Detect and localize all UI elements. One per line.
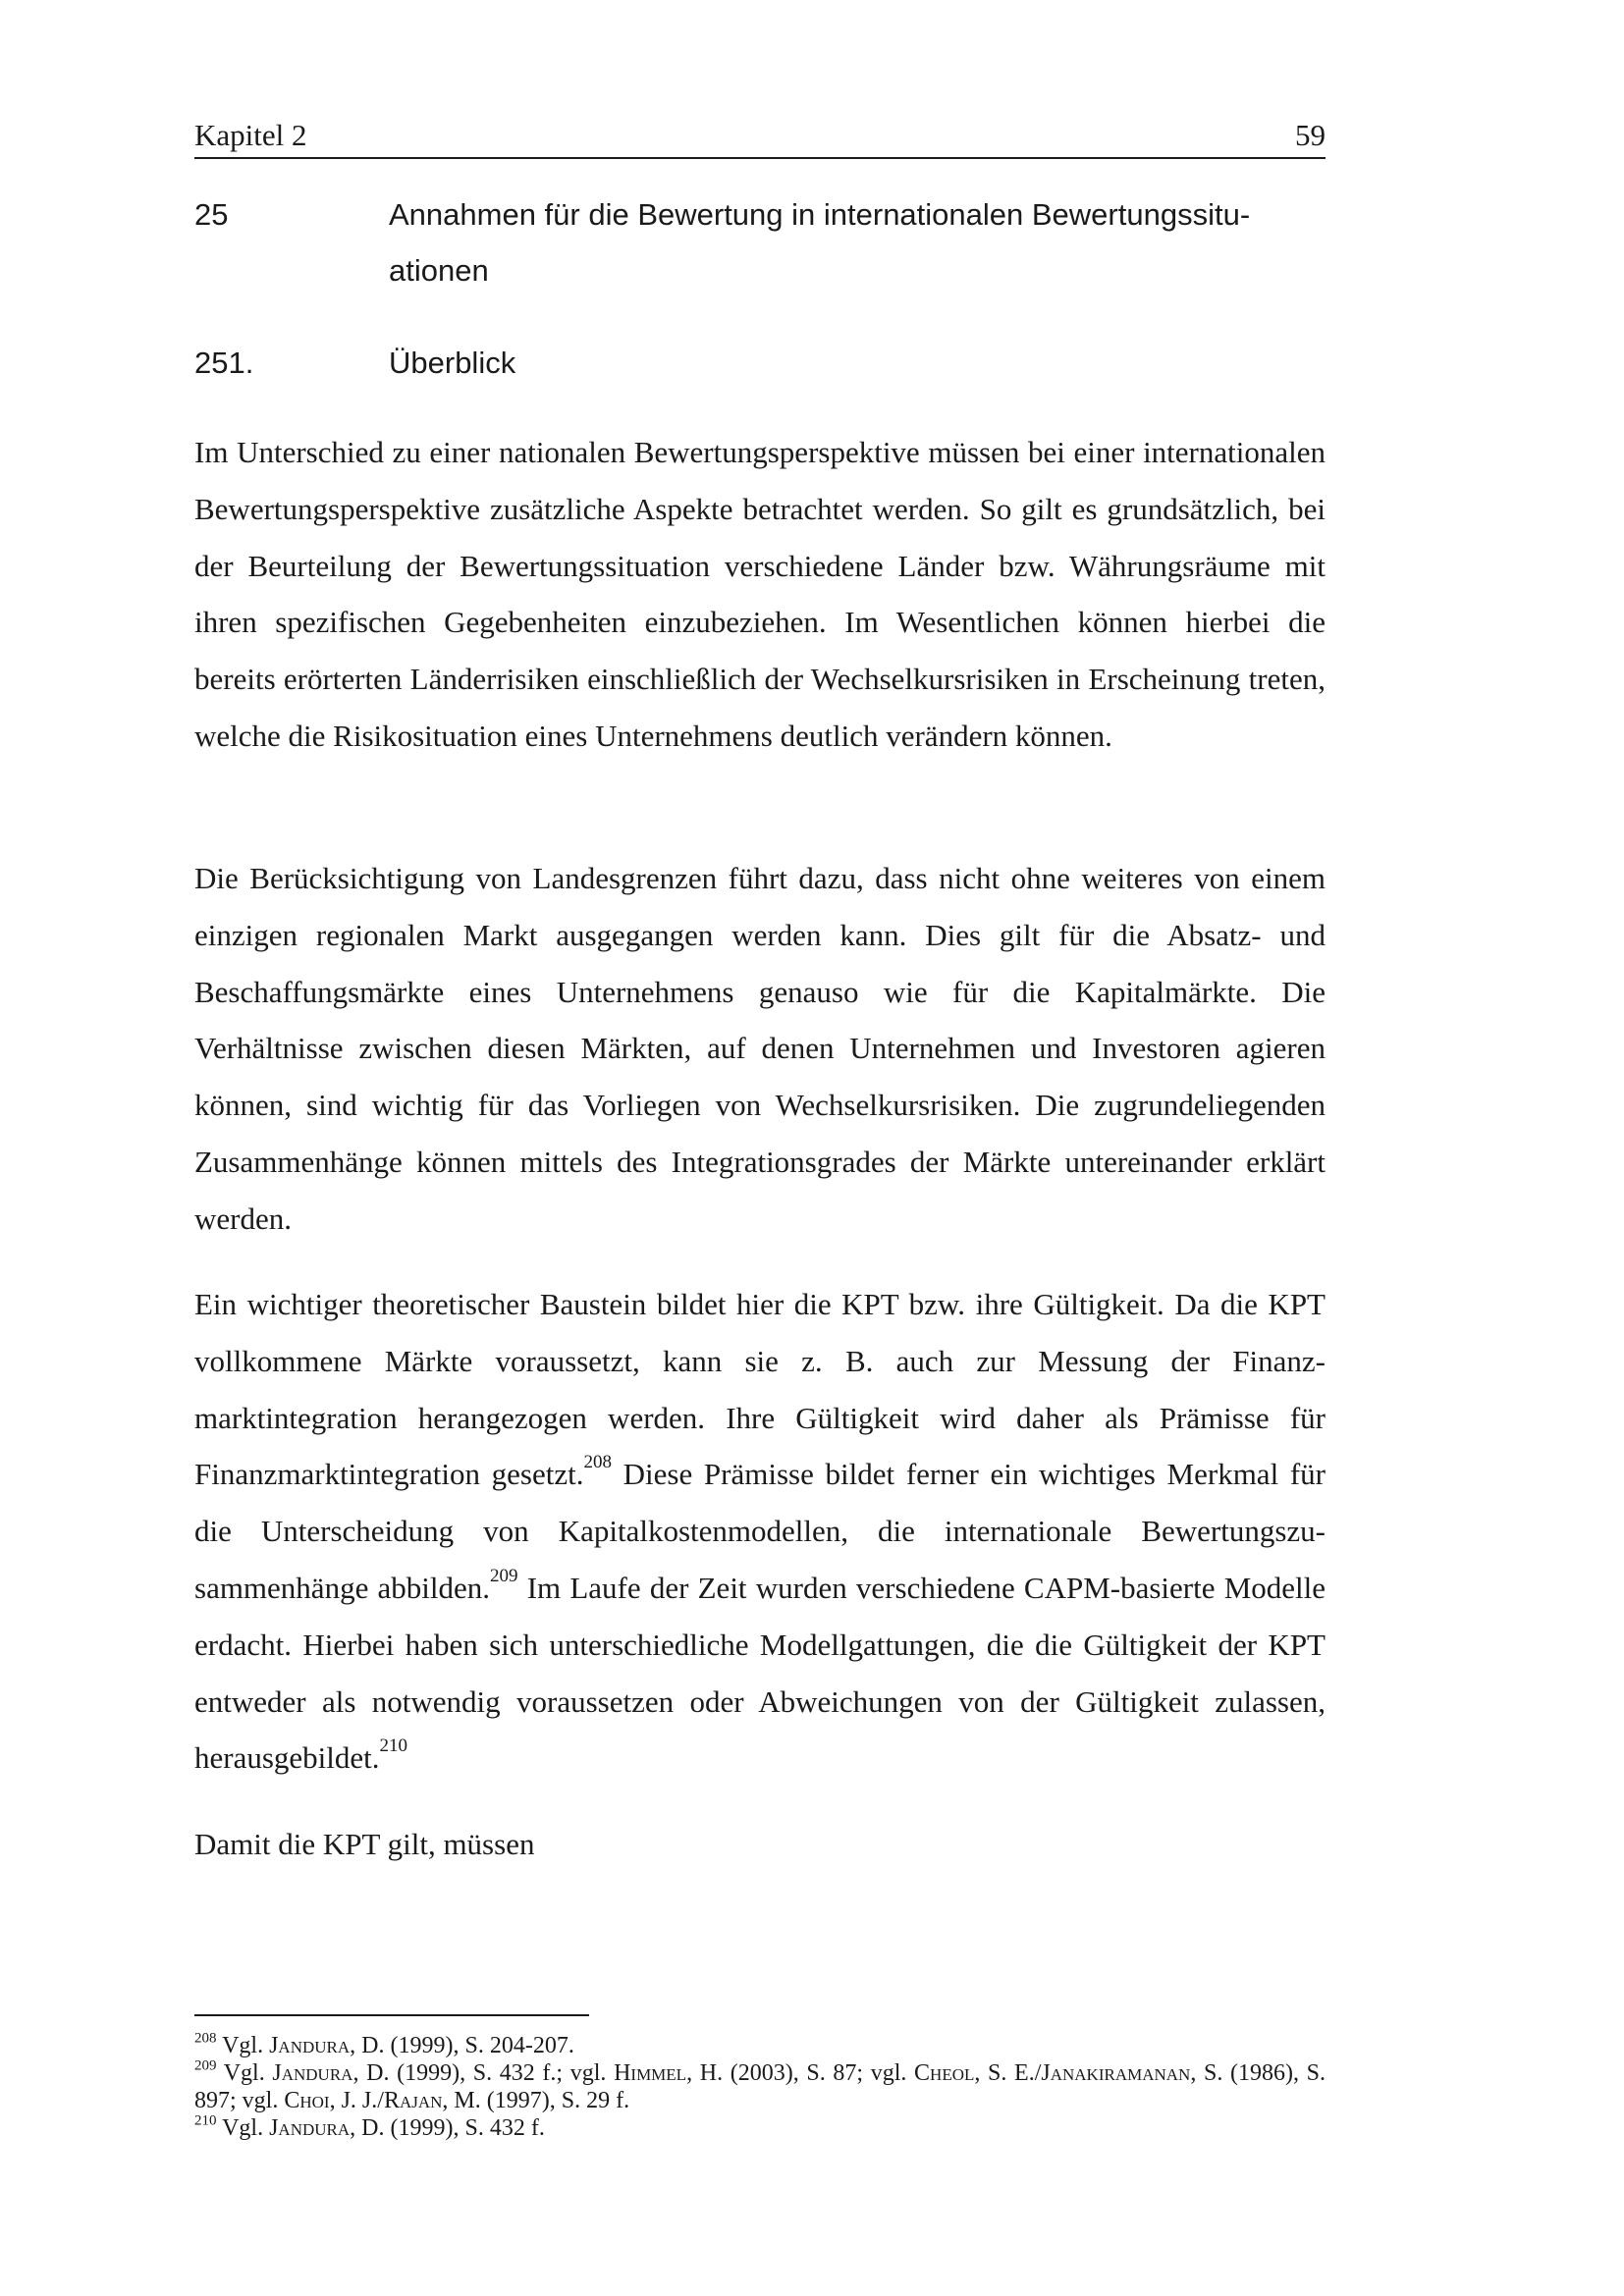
footnote-number: 209 bbox=[194, 2057, 217, 2074]
author-name: Jandura bbox=[269, 2115, 351, 2141]
footnote-text: Vgl. bbox=[216, 2033, 270, 2058]
footnote-210 bbox=[194, 2114, 1326, 2142]
footnote-text: , D. (1999), S. 432 f.; vgl. bbox=[352, 2060, 615, 2086]
footnote-text: , J. J./ bbox=[329, 2088, 384, 2113]
footnote-text: Vgl. bbox=[216, 2115, 270, 2141]
page-number: 59 bbox=[1295, 118, 1326, 152]
footnote-209 bbox=[194, 2059, 1326, 2114]
footnote-ref-208[interactable]: 208 bbox=[583, 1452, 612, 1473]
footnote-ref-210[interactable]: 210 bbox=[379, 1735, 408, 1757]
author-name: Rajan bbox=[383, 2088, 443, 2113]
paragraph-1: Im Unterschied zu einer nationalen Bewertungsperspektive müssen bei einer internationalen Bewertungsperspektive zusätzliche Aspekte betrachtet werden. So gilt es grundsätzlich, bei der Beurteilung der Bewertungssituation verschiedene Länder bzw. Währungsräume mit ihren spezifischen Gegebenheiten einzubeziehen. Im Wesentlichen können hierbei die bereits erörterten Länderrisiken einschließlich der Wechselkursrisiken in Erscheinung treten, welche die Risikosituation eines Unternehmens deutlich verändern können. bbox=[194, 435, 1326, 753]
author-name: Jandura bbox=[272, 2060, 353, 2086]
subsection-number: 251. bbox=[194, 346, 254, 380]
footnote-208 bbox=[194, 2032, 1326, 2059]
chapter-label: Kapitel 2 bbox=[194, 118, 307, 152]
footnote-text: Vgl. bbox=[216, 2060, 273, 2086]
author-name: Jandura bbox=[269, 2033, 351, 2058]
footnote-text: , S. (1986), S. 897; vgl. bbox=[194, 2060, 1326, 2113]
paragraph-3-part-a: Ein wichtiger theoretischer Baustein bildet hier die KPT bzw. ihre Gültigkeit. Da die KPT vollkommene Märkte voraussetzt, kann sie z. B. auch zur Messung der Finanzmarktintegration herangezogen werden. Ihre Gültigkeit wird daher als Prämisse für Finanzmarktintegration gesetzt. bbox=[194, 1287, 1326, 1492]
author-name: Cheol bbox=[914, 2060, 975, 2086]
section-number: 25 bbox=[194, 197, 229, 232]
paragraph-3-part-b: Diese Prämisse bildet ferner ein wichtiges Merkmal für die Unterscheidung von Kapitalkostenmodellen, die internationale Bewertungszusammenhänge abbilden. bbox=[194, 1457, 1326, 1605]
running-header bbox=[194, 116, 1326, 159]
footnote-divider bbox=[194, 2014, 589, 2016]
footnote-text: , S. E./ bbox=[974, 2060, 1042, 2086]
footnote-number: 210 bbox=[194, 2112, 217, 2129]
footnote-text: , H. (2003), S. 87; vgl. bbox=[686, 2060, 915, 2086]
footnote-text: , D. (1999), S. 204-207. bbox=[350, 2033, 574, 2058]
author-name: Himmel bbox=[614, 2060, 687, 2086]
paragraph-2: Die Berücksichtigung von Landesgrenzen führt dazu, dass nicht ohne weiteres von einem einzigen regionalen Markt ausgegangen werden kann. Dies gilt für die Absatz- und Beschaffungsmärkte eines Unternehmens genauso wie für die Kapitalmärkte. Die Verhältnisse zwischen diesen Märkten, auf denen Unternehmen und Investoren agieren können, sind wichtig für das Vorliegen von Wechselkursrisiken. Die zugrundeliegenden Zusammenhänge können mittels des Integrationsgrades der Märkte untereinander erklärt werden. bbox=[194, 861, 1326, 1236]
paragraph-3 bbox=[194, 1276, 1326, 1787]
footnote-number: 208 bbox=[194, 2030, 217, 2047]
footnotes bbox=[194, 2032, 1326, 2142]
footnote-text: , D. (1999), S. 432 f. bbox=[350, 2115, 545, 2141]
footnote-text: , M. (1997), S. 29 f. bbox=[442, 2088, 630, 2113]
subsection-title: Überblick bbox=[389, 346, 516, 380]
author-name: Janakiramanan bbox=[1041, 2060, 1191, 2086]
document-page bbox=[194, 0, 1326, 2296]
paragraph-4: Damit die KPT gilt, müssen bbox=[194, 1827, 535, 1861]
section-title bbox=[389, 187, 1326, 298]
author-name: Choi bbox=[284, 2088, 330, 2113]
footnote-ref-209[interactable]: 209 bbox=[490, 1565, 518, 1586]
section-title-line-2: ationen bbox=[389, 253, 489, 288]
paragraph-3-part-c: Im Laufe der Zeit wurden verschiedene CAPM-basierte Modelle erdacht. Hierbei haben sich unterschiedliche Modellgattungen, die die Gültigkeit der KPT entweder als notwendig voraussetzen oder Abweichungen von der Gültigkeit zulassen, herausgebildet. bbox=[194, 1570, 1326, 1776]
section-title-line-1: Annahmen für die Bewertung in internationalen Bewertungssitu- bbox=[389, 197, 1251, 232]
